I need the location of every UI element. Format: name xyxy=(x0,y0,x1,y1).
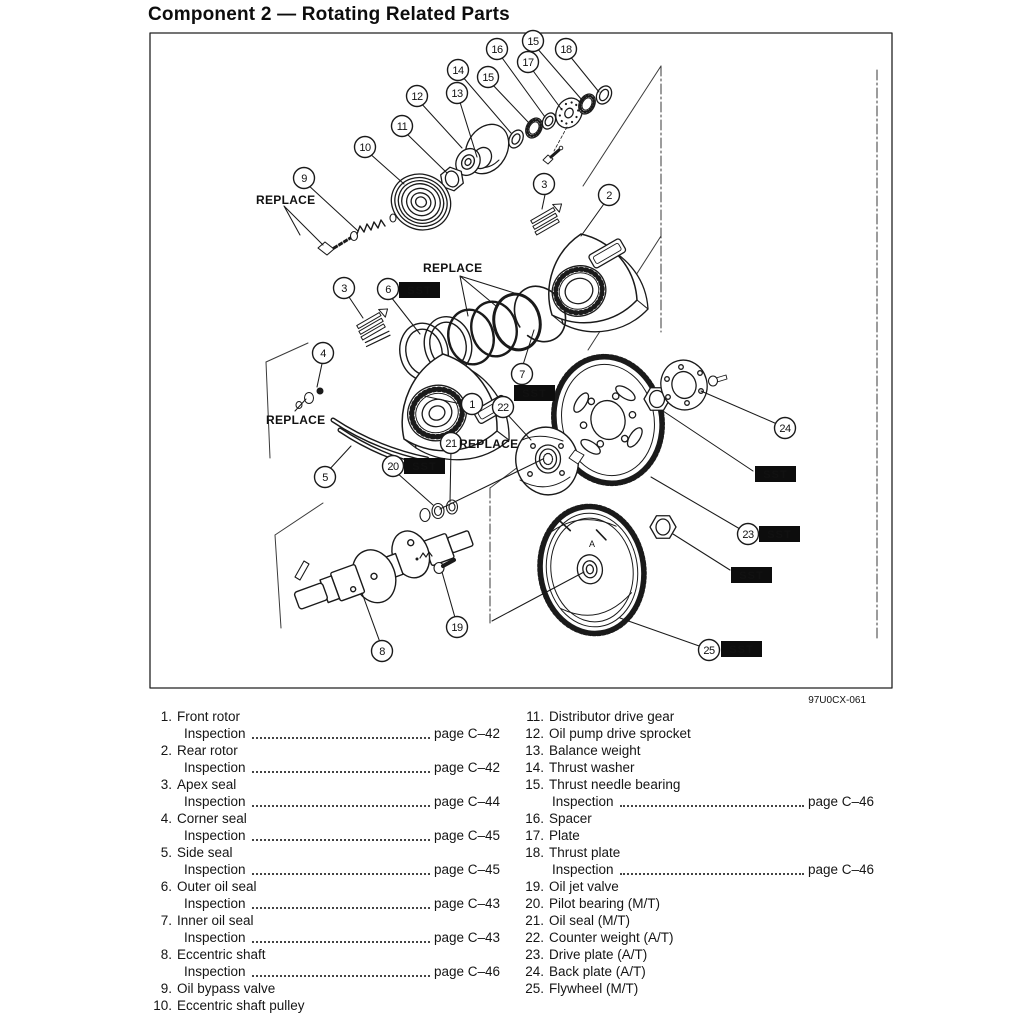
part-name: Flywheel (M/T) xyxy=(549,981,639,996)
part-name: Balance weight xyxy=(549,743,641,758)
callout-19 xyxy=(447,617,468,638)
svg-text:SST: SST xyxy=(763,469,788,482)
part-item xyxy=(150,878,500,895)
part-item xyxy=(518,963,874,980)
svg-text:7: 7 xyxy=(519,368,525,381)
dot-leader xyxy=(252,827,430,841)
inspection-label: Inspection xyxy=(184,760,246,775)
svg-text:15: 15 xyxy=(527,35,539,48)
svg-text:24: 24 xyxy=(779,422,791,435)
dot-leader xyxy=(620,861,804,875)
callout-4 xyxy=(313,343,334,364)
flywheel-mark: A xyxy=(588,539,596,549)
callout-2 xyxy=(599,185,620,206)
thrust-plate-part xyxy=(593,83,614,106)
part-name: Eccentric shaft xyxy=(177,947,266,962)
dot-leader xyxy=(252,895,430,909)
part-name: Spacer xyxy=(549,811,592,826)
flywheel-part xyxy=(532,499,653,640)
part-number: 13. xyxy=(525,743,544,758)
part-item xyxy=(150,980,500,997)
part-inspection-row xyxy=(150,759,500,776)
part-item xyxy=(518,725,874,742)
svg-text:11: 11 xyxy=(396,120,408,133)
part-inspection-row xyxy=(518,861,874,878)
inspection-label: Inspection xyxy=(184,862,246,877)
sst-badge xyxy=(731,567,772,583)
apex-seal-set-front xyxy=(354,305,400,348)
part-inspection-row xyxy=(518,793,874,810)
svg-text:19: 19 xyxy=(451,621,463,634)
dot-leader xyxy=(252,929,430,943)
part-inspection-row xyxy=(150,725,500,742)
inspection-label: Inspection xyxy=(184,964,246,979)
svg-text:SST: SST xyxy=(412,461,437,474)
inspection-page-ref: page C–46 xyxy=(807,794,874,809)
part-number: 9. xyxy=(160,981,172,996)
callout-22 xyxy=(493,397,514,418)
inspection-label: Inspection xyxy=(552,862,614,877)
svg-text:6: 6 xyxy=(385,283,391,296)
callout-3 xyxy=(534,174,555,195)
svg-text:SST: SST xyxy=(767,529,792,542)
part-item xyxy=(150,810,500,827)
callout-16 xyxy=(487,39,508,60)
part-inspection-row xyxy=(150,895,500,912)
svg-text:17: 17 xyxy=(522,56,534,69)
callout-1 xyxy=(462,394,483,415)
part-number: 7. xyxy=(160,913,172,928)
part-number: 10. xyxy=(153,998,172,1013)
callout-25 xyxy=(699,640,720,661)
replace-label: REPLACE xyxy=(266,413,326,427)
parts-artwork xyxy=(287,83,727,640)
part-number: 11. xyxy=(526,709,544,724)
inspection-page-ref: page C–44 xyxy=(433,794,500,809)
part-name: Front rotor xyxy=(177,709,241,724)
part-item xyxy=(518,810,874,827)
figure-code: 97U0CX-061 xyxy=(808,695,866,706)
part-item xyxy=(518,895,874,912)
svg-text:SST: SST xyxy=(739,570,764,583)
inspection-label: Inspection xyxy=(184,828,246,843)
part-item xyxy=(518,827,874,844)
part-number: 25. xyxy=(525,981,544,996)
svg-text:8: 8 xyxy=(379,645,385,658)
parts-list-right xyxy=(518,708,874,997)
part-inspection-row xyxy=(150,793,500,810)
part-item xyxy=(518,878,874,895)
part-number: 17. xyxy=(525,828,544,843)
part-item xyxy=(150,946,500,963)
svg-text:1: 1 xyxy=(469,398,475,411)
svg-text:14: 14 xyxy=(452,64,464,77)
replace-label: REPLACE xyxy=(423,261,483,275)
part-item xyxy=(150,708,500,725)
part-number: 1. xyxy=(160,709,172,724)
part-name: Oil pump drive sprocket xyxy=(549,726,691,741)
svg-text:5: 5 xyxy=(322,471,328,484)
inspection-label: Inspection xyxy=(184,794,246,809)
part-item xyxy=(150,742,500,759)
callout-18 xyxy=(556,39,577,60)
svg-text:2: 2 xyxy=(606,189,612,202)
sst-badge xyxy=(755,466,796,482)
svg-text:4: 4 xyxy=(320,347,326,360)
part-item xyxy=(518,708,874,725)
part-name: Oil bypass valve xyxy=(177,981,276,996)
part-name: Eccentric shaft pulley xyxy=(177,998,305,1013)
callout-13 xyxy=(447,83,468,104)
parts-list-left xyxy=(150,708,500,1014)
sst-badge xyxy=(514,385,555,401)
inspection-page-ref: page C–42 xyxy=(433,760,500,775)
part-number: 23. xyxy=(525,947,544,962)
part-name: Thrust plate xyxy=(549,845,621,860)
part-item xyxy=(518,759,874,776)
inspection-page-ref: page C–46 xyxy=(807,862,874,877)
svg-text:21: 21 xyxy=(445,437,457,450)
part-name: Thrust needle bearing xyxy=(549,777,681,792)
callout-23 xyxy=(738,524,759,545)
dot-leader xyxy=(620,793,804,807)
part-item xyxy=(518,946,874,963)
dot-leader xyxy=(252,861,430,875)
eccentric-shaft-part xyxy=(287,511,481,630)
part-item xyxy=(150,997,500,1014)
part-item xyxy=(518,912,874,929)
inspection-label: Inspection xyxy=(184,930,246,945)
callout-15 xyxy=(478,67,499,88)
callout-3 xyxy=(334,278,355,299)
replace-label: REPLACE xyxy=(256,193,316,207)
inspection-label: Inspection xyxy=(184,896,246,911)
part-name: Distributor drive gear xyxy=(549,709,675,724)
svg-text:25: 25 xyxy=(703,644,715,657)
part-number: 15. xyxy=(525,777,544,792)
callout-7 xyxy=(512,364,533,385)
sst-badge xyxy=(404,458,445,474)
callout-20 xyxy=(383,456,404,477)
part-name: Rear rotor xyxy=(177,743,238,758)
callout-8 xyxy=(372,641,393,662)
inspection-page-ref: page C–42 xyxy=(433,726,500,741)
svg-text:3: 3 xyxy=(541,178,547,191)
callout-10 xyxy=(355,137,376,158)
svg-text:15: 15 xyxy=(482,71,494,84)
svg-text:9: 9 xyxy=(301,172,307,185)
part-item xyxy=(518,742,874,759)
part-number: 16. xyxy=(525,811,544,826)
part-number: 2. xyxy=(160,743,172,758)
callout-6 xyxy=(378,279,399,300)
part-item xyxy=(518,980,874,997)
sst-badge xyxy=(399,282,440,298)
svg-text:16: 16 xyxy=(491,43,503,56)
part-number: 6. xyxy=(160,879,172,894)
part-name: Pilot bearing (M/T) xyxy=(549,896,661,911)
part-name: Corner seal xyxy=(177,811,247,826)
part-number: 21. xyxy=(525,913,544,928)
callout-12 xyxy=(407,86,428,107)
callout-9 xyxy=(294,168,315,189)
inspection-page-ref: page C–45 xyxy=(433,862,500,877)
part-number: 19. xyxy=(525,879,544,894)
svg-text:12: 12 xyxy=(411,90,423,103)
part-item xyxy=(518,844,874,861)
dot-leader xyxy=(252,725,430,739)
part-name: Oil seal (M/T) xyxy=(549,913,630,928)
part-inspection-row xyxy=(150,827,500,844)
oil-bypass-valve-part xyxy=(318,214,396,255)
part-number: 22. xyxy=(525,930,544,945)
rear-rotor-part xyxy=(545,234,648,332)
part-name: Outer oil seal xyxy=(177,879,257,894)
shaft-key-part xyxy=(295,561,309,580)
part-number: 4. xyxy=(160,811,172,826)
svg-text:3: 3 xyxy=(341,282,347,295)
part-name: Apex seal xyxy=(177,777,237,792)
part-number: 20. xyxy=(525,896,544,911)
sst-badge xyxy=(759,526,800,542)
part-number: 12. xyxy=(525,726,544,741)
part-name: Back plate (A/T) xyxy=(549,964,646,979)
page-title: Component 2 — Rotating Related Parts xyxy=(148,4,510,25)
part-number: 3. xyxy=(160,777,172,792)
part-item xyxy=(518,776,874,793)
small-bolt-part xyxy=(543,127,567,164)
callout-5 xyxy=(315,467,336,488)
callout-14 xyxy=(448,60,469,81)
part-name: Inner oil seal xyxy=(177,913,254,928)
apex-seal-set-rear xyxy=(528,200,569,235)
callout-11 xyxy=(392,116,413,137)
inspection-label: Inspection xyxy=(184,726,246,741)
part-number: 24. xyxy=(525,964,544,979)
svg-text:23: 23 xyxy=(742,528,754,541)
svg-text:13: 13 xyxy=(451,87,463,100)
replace-label: REPLACE xyxy=(459,437,519,451)
callout-24 xyxy=(775,418,796,439)
part-number: 18. xyxy=(525,845,544,860)
dot-leader xyxy=(252,793,430,807)
dot-leader xyxy=(252,759,430,773)
svg-text:18: 18 xyxy=(560,43,572,56)
part-inspection-row xyxy=(150,861,500,878)
inspection-page-ref: page C–43 xyxy=(433,896,500,911)
inspection-page-ref: page C–46 xyxy=(433,964,500,979)
part-number: 14. xyxy=(525,760,544,775)
part-inspection-row xyxy=(150,929,500,946)
part-item xyxy=(150,912,500,929)
part-name: Counter weight (A/T) xyxy=(549,930,674,945)
flywheel-nut-part xyxy=(650,516,676,539)
svg-text:22: 22 xyxy=(497,401,509,414)
svg-text:10: 10 xyxy=(359,141,371,154)
part-number: 5. xyxy=(160,845,172,860)
part-item xyxy=(518,929,874,946)
part-name: Oil jet valve xyxy=(549,879,619,894)
part-name: Thrust washer xyxy=(549,760,635,775)
callout-17 xyxy=(518,52,539,73)
callout-15 xyxy=(523,31,544,52)
part-name: Side seal xyxy=(177,845,233,860)
svg-text:SST: SST xyxy=(729,644,754,657)
inspection-label: Inspection xyxy=(552,794,614,809)
sst-badge xyxy=(721,641,762,657)
part-name: Drive plate (A/T) xyxy=(549,947,648,962)
svg-text:SST: SST xyxy=(407,285,432,298)
inspection-page-ref: page C–43 xyxy=(433,930,500,945)
part-item xyxy=(150,844,500,861)
part-number: 8. xyxy=(160,947,172,962)
dot-leader xyxy=(252,963,430,977)
part-name: Plate xyxy=(549,828,580,843)
svg-text:SST: SST xyxy=(522,388,547,401)
inspection-page-ref: page C–45 xyxy=(433,828,500,843)
part-inspection-row xyxy=(150,963,500,980)
part-item xyxy=(150,776,500,793)
svg-text:20: 20 xyxy=(387,460,399,473)
